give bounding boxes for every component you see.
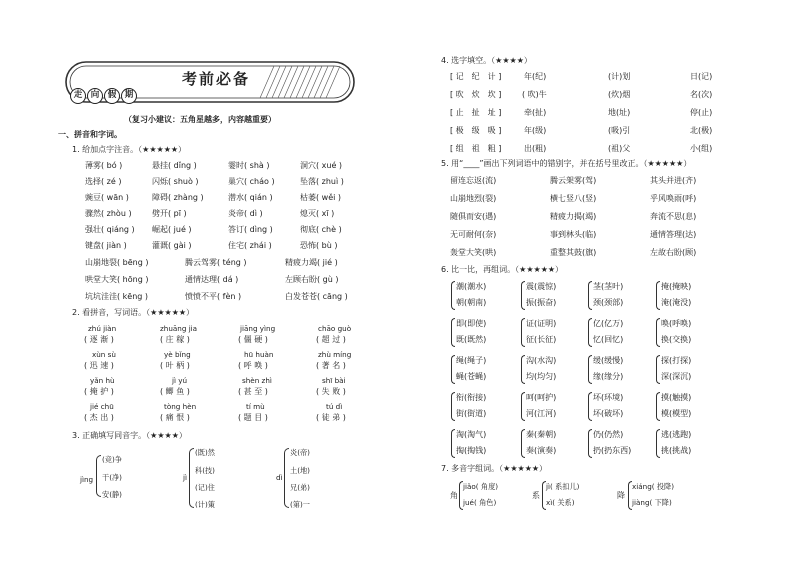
q6-brace bbox=[656, 429, 660, 458]
q7-title: 7. 多音字组词。（★★★★★） bbox=[441, 464, 548, 473]
q6-item: 仍(仍然) bbox=[593, 430, 624, 439]
q1-item: 炎帝( dì ) bbox=[228, 209, 263, 218]
q5-item: 重整其鼓(旗) bbox=[550, 248, 597, 257]
q3-item: 土(地) bbox=[290, 466, 310, 475]
q6-title: 6. 比一比，再组词。（★★★★★） bbox=[441, 265, 564, 274]
q2-pinyin: shèn zhì bbox=[242, 376, 272, 385]
q6-item: 亿(亿万) bbox=[593, 319, 624, 328]
q6-item: 忆(回忆) bbox=[593, 335, 624, 344]
q1-item: 坑坑洼洼( kēng ) bbox=[85, 292, 149, 301]
q1-item: 枯萎( wěi ) bbox=[300, 193, 342, 202]
q2-pinyin: tí mù bbox=[246, 402, 265, 411]
q6-item: 淹(淹没) bbox=[661, 298, 692, 307]
q6-item: 换(交换) bbox=[661, 335, 692, 344]
q2-pinyin: jié chū bbox=[90, 402, 114, 411]
q5-title: 5. 用“____”画出下列词语中的错别字，并在括号里改正。（★★★★★） bbox=[441, 159, 692, 168]
q4-answer: 日(记) bbox=[690, 72, 713, 81]
q1-item: 闪烁( shuò ) bbox=[152, 177, 199, 186]
q6-item: 振(振奋) bbox=[526, 298, 557, 307]
q2-answer: ( 逐 渐 ) bbox=[84, 335, 114, 344]
q6-brace bbox=[656, 281, 660, 310]
q4-answer: 年(纪) bbox=[524, 72, 547, 81]
q1-title: 1. 给加点字注音。（★★★★★） bbox=[72, 145, 187, 154]
q4-options: [ 吹 炊 坎 ] bbox=[450, 90, 502, 99]
q4-options: [ 止 扯 址 ] bbox=[450, 108, 502, 117]
q6-brace bbox=[588, 392, 592, 421]
q6-item: 缘(缘分) bbox=[593, 372, 624, 381]
q3-item: 兄(弟) bbox=[290, 483, 310, 492]
q1-item: 答订( dìng ) bbox=[228, 225, 273, 234]
q6-item: 均(均匀) bbox=[526, 372, 557, 381]
q6-brace bbox=[656, 392, 660, 421]
q4-options: [ 极 级 吸 ] bbox=[450, 126, 502, 135]
q6-item: 朝(朝南) bbox=[456, 298, 487, 307]
q2-pinyin: hū huàn bbox=[244, 350, 274, 359]
q1-item: 选择( zé ) bbox=[85, 177, 122, 186]
q6-item: 潮(潮水) bbox=[456, 282, 487, 291]
q2-answer: ( 杰 出 ) bbox=[84, 413, 114, 422]
q6-item: 证(证明) bbox=[526, 319, 557, 328]
q3-item: (第)一 bbox=[290, 500, 310, 509]
q2-pinyin: zhuāng jia bbox=[160, 324, 198, 333]
q1-item: 强壮( qiáng ) bbox=[85, 225, 135, 234]
q2-answer: ( 超 过 ) bbox=[316, 335, 346, 344]
q1-item: 洞穴( xué ) bbox=[300, 161, 343, 170]
q3-item: 科(技) bbox=[195, 466, 215, 475]
q6-brace bbox=[451, 429, 455, 458]
q5-item: 山崩地烈(裂) bbox=[450, 194, 497, 203]
q6-item: 缓(缓慢) bbox=[593, 356, 624, 365]
q6-brace bbox=[588, 429, 592, 458]
q6-brace bbox=[451, 318, 455, 347]
q6-brace bbox=[521, 281, 525, 310]
q6-brace bbox=[521, 355, 525, 384]
q4-title: 4. 选字填空。（★★★★） bbox=[441, 56, 532, 65]
q6-brace bbox=[451, 355, 455, 384]
q2-answer: ( 徒 弟 ) bbox=[316, 413, 346, 422]
q1-item: 腾云驾雾( téng ) bbox=[185, 258, 247, 267]
q4-answer: 地(址) bbox=[608, 108, 631, 117]
q2-pinyin: jì yú bbox=[172, 376, 188, 385]
q6-item: 掏(掏钱) bbox=[456, 446, 487, 455]
q1-item: 恐怖( bù ) bbox=[300, 241, 338, 250]
q6-item: 奏(演奏) bbox=[526, 446, 557, 455]
q4-answer: 名(次) bbox=[690, 90, 713, 99]
q6-item: 震(震惊) bbox=[526, 282, 557, 291]
q6-item: 既(既然) bbox=[456, 335, 487, 344]
q1-item: 愤愤不平( fèn ) bbox=[185, 292, 242, 301]
q1-item: 障碍( zhàng ) bbox=[152, 193, 204, 202]
q3-item: (竞)争 bbox=[102, 455, 122, 464]
q1-item: 骤然( zhòu ) bbox=[85, 209, 132, 218]
q4-answer: (计)划 bbox=[608, 72, 631, 81]
q2-pinyin: yǎn hù bbox=[90, 376, 115, 385]
q3-brace bbox=[189, 448, 194, 508]
q1-item: 白发苍苍( cāng ) bbox=[285, 292, 348, 301]
q2-answer: ( 甚 至 ) bbox=[238, 387, 268, 396]
q2-answer: ( 痛 恨 ) bbox=[160, 413, 190, 422]
q1-item: 悬挂( dǐng ) bbox=[152, 161, 197, 170]
q3-brace bbox=[96, 455, 101, 497]
q2-pinyin: yè bǐng bbox=[164, 350, 191, 359]
q5-item: 左故右盼(顾) bbox=[650, 248, 697, 257]
q6-item: 街(街道) bbox=[456, 409, 487, 418]
q2-answer: ( 呼 唤 ) bbox=[238, 361, 268, 370]
q2-pinyin: zhú jiàn bbox=[88, 324, 117, 333]
q1-item: 崛起( jué ) bbox=[152, 225, 192, 234]
q2-answer: ( 失 败 ) bbox=[316, 387, 346, 396]
q4-answer: (炊)烟 bbox=[608, 90, 631, 99]
section-heading: 一、拼音和字词。 bbox=[58, 130, 122, 139]
q4-answer: 牵(扯) bbox=[524, 108, 547, 117]
q2-pinyin: chāo guò bbox=[318, 324, 352, 333]
q6-item: 坏(环境) bbox=[593, 393, 624, 402]
q7-item: jiǎo( 角度) bbox=[463, 482, 499, 491]
q5-item: 随俱而安(遇) bbox=[450, 212, 497, 221]
q1-item: 住宅( zhái ) bbox=[228, 241, 272, 250]
q1-item: 左顾右盼( gù ) bbox=[285, 275, 339, 284]
banner-tag-char: 走 bbox=[70, 88, 86, 104]
q7-item: jué( 角色) bbox=[463, 498, 497, 507]
q6-item: 河(江河) bbox=[526, 409, 557, 418]
q5-item: 腾云架雾(驾) bbox=[550, 176, 597, 185]
q2-answer: ( 叶 柄 ) bbox=[160, 361, 190, 370]
q4-answer: ( 吹)牛 bbox=[522, 90, 547, 99]
q1-item: 哄堂大笑( hōng ) bbox=[85, 275, 149, 284]
q2-pinyin: zhù míng bbox=[318, 350, 352, 359]
q6-item: 逃(逃跑) bbox=[661, 430, 692, 439]
q2-pinyin: xùn sù bbox=[92, 350, 116, 359]
subtitle: （复习小建议：五角星越多，内容越重要） bbox=[124, 115, 276, 124]
q2-answer: ( 迅 速 ) bbox=[84, 361, 114, 370]
q3-item: 炎(帝) bbox=[290, 448, 310, 457]
q6-item: 扔(扔东西) bbox=[593, 446, 632, 455]
q5-item: 乎风唤雨(呼) bbox=[650, 194, 697, 203]
q2-pinyin: tòng hèn bbox=[164, 402, 197, 411]
q6-item: 探(打探) bbox=[661, 356, 692, 365]
q1-item: 通情达理( dá ) bbox=[185, 275, 239, 284]
banner-tag-char: 期 bbox=[121, 88, 137, 104]
q6-item: 唤(呼唤) bbox=[661, 319, 692, 328]
q1-item: 霎时( shà ) bbox=[228, 161, 270, 170]
q6-item: 摸(触摸) bbox=[661, 393, 692, 402]
q2-answer: ( 掩 护 ) bbox=[84, 387, 114, 396]
q6-item: 即(即使) bbox=[456, 319, 487, 328]
q6-brace bbox=[521, 429, 525, 458]
q6-item: 绳(绳子) bbox=[456, 356, 487, 365]
q7-char: 系 bbox=[532, 491, 540, 500]
q7-char: 降 bbox=[617, 491, 625, 500]
q6-item: 掩(掩映) bbox=[661, 282, 692, 291]
q6-item: 颈(颈部) bbox=[593, 298, 624, 307]
q1-item: 灌溉( gài ) bbox=[152, 241, 192, 250]
q3-item: (记)住 bbox=[195, 483, 215, 492]
q2-pinyin: tú dì bbox=[326, 402, 343, 411]
q1-item: 豌豆( wān ) bbox=[85, 193, 129, 202]
q6-brace bbox=[588, 318, 592, 347]
q2-pinyin: jiāng yìng bbox=[240, 324, 276, 333]
q5-item: 事到林头(临) bbox=[550, 230, 597, 239]
q6-item: 蝇(苍蝇) bbox=[456, 372, 487, 381]
q2-answer: ( 题 目 ) bbox=[238, 413, 268, 422]
q3-item: (计)策 bbox=[195, 500, 215, 509]
q5-item: 横七竖八(竖) bbox=[550, 194, 597, 203]
q1-item: 精疲力竭( jié ) bbox=[285, 258, 338, 267]
q2-answer: ( 庄 稼 ) bbox=[160, 335, 190, 344]
q1-item: 熄灭( xī ) bbox=[300, 209, 335, 218]
q3-pinyin: jì bbox=[183, 473, 187, 482]
q2-pinyin: shī bài bbox=[322, 376, 346, 385]
q3-item: 安(静) bbox=[102, 490, 122, 499]
q4-answer: 北(极) bbox=[690, 126, 713, 135]
q6-item: 淘(淘气) bbox=[456, 430, 487, 439]
q4-answer: 停(止) bbox=[690, 108, 713, 117]
q6-item: 坏(破坏) bbox=[593, 409, 624, 418]
banner-tag-char: 假 bbox=[104, 88, 120, 104]
q5-item: 通情答理(达) bbox=[650, 230, 697, 239]
q6-item: 茎(茎叶) bbox=[593, 282, 624, 291]
q4-answer: (祖)父 bbox=[608, 144, 631, 153]
q3-item: 干(净) bbox=[102, 473, 122, 482]
q1-item: 坠落( zhuì ) bbox=[300, 177, 344, 186]
q6-item: 衔(衔接) bbox=[456, 393, 487, 402]
q6-brace bbox=[451, 392, 455, 421]
q6-brace bbox=[521, 392, 525, 421]
q3-pinyin: dì bbox=[276, 473, 283, 482]
banner-tag-char: 向 bbox=[87, 88, 103, 104]
q6-brace bbox=[588, 281, 592, 310]
q4-answer: 年(级) bbox=[524, 126, 547, 135]
q5-item: 精疲力揭(竭) bbox=[550, 212, 597, 221]
q6-item: 沟(水沟) bbox=[526, 356, 557, 365]
q5-item: 其头并进(齐) bbox=[650, 176, 697, 185]
q3-brace bbox=[284, 448, 289, 508]
q1-item: 键盘( jiàn ) bbox=[85, 241, 127, 250]
q3-item: (既)然 bbox=[195, 448, 215, 457]
q7-char: 角 bbox=[450, 491, 458, 500]
q1-item: 山崩地裂( bēng ) bbox=[85, 258, 149, 267]
q2-answer: ( 鲫 鱼 ) bbox=[160, 387, 190, 396]
q1-item: 彻底( chè ) bbox=[300, 225, 342, 234]
q4-options: [ 组 祖 粗 ] bbox=[450, 144, 502, 153]
q7-item: xiáng( 投降) bbox=[632, 482, 675, 491]
q6-item: 秦(秦朝) bbox=[526, 430, 557, 439]
q2-title: 2. 看拼音，写词语。（★★★★★） bbox=[72, 308, 195, 317]
q5-item: 无可耐何(奈) bbox=[450, 230, 497, 239]
q2-answer: ( 著 名 ) bbox=[316, 361, 346, 370]
q7-item: jì( 系扣儿) bbox=[546, 482, 580, 491]
q7-item: jiàng( 下降) bbox=[632, 498, 672, 507]
q2-answer: ( 僵 硬 ) bbox=[238, 335, 268, 344]
q4-answer: (吸)引 bbox=[608, 126, 631, 135]
q6-item: 呵(呵护) bbox=[526, 393, 557, 402]
q6-brace bbox=[451, 281, 455, 310]
q5-item: 轰堂大笑(哄) bbox=[450, 248, 497, 257]
q4-answer: 出(粗) bbox=[524, 144, 547, 153]
q6-item: 模(模型) bbox=[661, 409, 692, 418]
banner-title: 考前必备 bbox=[182, 70, 251, 88]
q1-item: 薄雾( bó ) bbox=[85, 161, 123, 170]
q6-brace bbox=[521, 318, 525, 347]
q4-options: [ 记 纪 计 ] bbox=[450, 72, 502, 81]
q6-brace bbox=[656, 318, 660, 347]
q6-item: 挑(挑战) bbox=[661, 446, 692, 455]
q5-item: 奔流不思(息) bbox=[650, 212, 697, 221]
q6-item: 征(长征) bbox=[526, 335, 557, 344]
q1-item: 潜水( qián ) bbox=[228, 193, 273, 202]
q5-item: 留连忘返(流) bbox=[450, 176, 497, 185]
q1-item: 劈开( pī ) bbox=[152, 209, 187, 218]
q6-brace bbox=[656, 355, 660, 384]
q4-answer: 小(组) bbox=[690, 144, 713, 153]
q1-item: 巢穴( cháo ) bbox=[228, 177, 275, 186]
q7-item: xì( 关系) bbox=[546, 498, 575, 507]
q3-pinyin: jìng bbox=[80, 475, 94, 484]
q6-item: 深(深沉) bbox=[661, 372, 692, 381]
q3-title: 3. 正确填写同音字。（★★★★） bbox=[72, 431, 187, 440]
q6-brace bbox=[588, 355, 592, 384]
